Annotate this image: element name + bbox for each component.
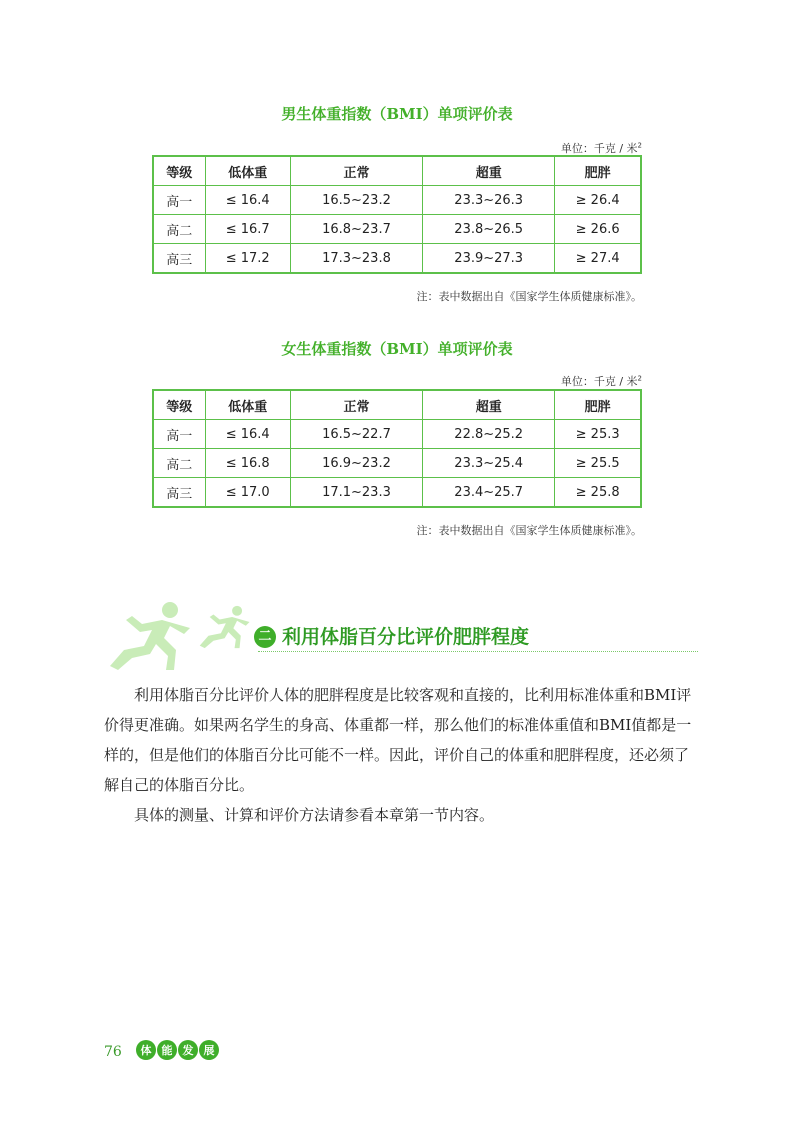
header-cell: 正常 [290,390,422,420]
table-cell: ≥ 27.4 [555,244,641,274]
header-cell: 肥胖 [555,156,641,186]
female-table-note: 注：表中数据出自《国家学生体质健康标准》。 [416,524,642,537]
table-cell: 高二 [153,215,205,244]
table-cell: 23.9~27.3 [423,244,555,274]
table-row [153,186,641,215]
table-row [153,244,641,274]
table-cell: ≥ 25.3 [555,420,641,449]
female-bmi-table [152,389,642,508]
table-header-row [153,156,641,186]
table-cell: ≥ 26.6 [555,215,641,244]
table-cell: 22.8~25.2 [423,420,555,449]
logo-char: 能 [157,1040,177,1060]
runner-small-icon [196,604,252,650]
female-table-unit: 单位：千克 / 米$^2$ [560,374,642,388]
table-cell: ≤ 16.8 [205,449,290,478]
book-logo [136,1040,219,1060]
table-cell: 23.4~25.7 [423,478,555,508]
table-header-row [153,390,641,420]
header-cell: 低体重 [205,390,290,420]
header-cell: 超重 [423,390,555,420]
table-cell: ≥ 25.8 [555,478,641,508]
table-cell: 16.5~23.2 [290,186,422,215]
table-cell: ≥ 26.4 [555,186,641,215]
male-table-unit: 单位：千克 / 米$^2$ [560,141,642,155]
table-cell: 高三 [153,244,205,274]
header-cell: 正常 [290,156,422,186]
body-paragraph: 利用体脂百分比评价人体的肥胖程度是比较客观和直接的，比利用标准体重和BMI评价得更准确。如果两名学生的身高、体重都一样，那么他们的标准体重值和BMI值都是一样的，但是他们的体脂百分比可能不一样。因此，评价自己的体重和肥胖程度，还必须了解自己的体脂百分比。 [104,686,692,794]
table-cell: 16.5~22.7 [290,420,422,449]
table-cell: 17.3~23.8 [290,244,422,274]
male-table-note: 注：表中数据出自《国家学生体质健康标准》。 [416,290,642,303]
table-cell: 高二 [153,449,205,478]
male-table-title: 男生体重指数（BMI）单项评价表 [281,105,513,123]
female-table-title: 女生体重指数（BMI）单项评价表 [281,340,513,358]
header-cell: 低体重 [205,156,290,186]
section-title: 利用体脂百分比评价肥胖程度 [282,626,530,648]
table-cell: 17.1~23.3 [290,478,422,508]
table-cell: ≥ 25.5 [555,449,641,478]
table-cell: 高三 [153,478,205,508]
logo-char: 发 [178,1040,198,1060]
table-cell: 16.9~23.2 [290,449,422,478]
table-cell: ≤ 16.4 [205,186,290,215]
table-row [153,215,641,244]
table-row [153,478,641,508]
table-cell: ≤ 17.2 [205,244,290,274]
header-cell: 超重 [423,156,555,186]
logo-char: 体 [136,1040,156,1060]
table-cell: 23.3~25.4 [423,449,555,478]
section-divider [258,651,698,652]
table-row [153,449,641,478]
header-cell: 等级 [153,156,205,186]
table-cell: ≤ 16.4 [205,420,290,449]
male-bmi-table [152,155,642,274]
section-number-badge: 二 [254,626,276,648]
header-cell: 等级 [153,390,205,420]
table-cell: 16.8~23.7 [290,215,422,244]
table-cell: 23.8~26.5 [423,215,555,244]
table-cell: ≤ 17.0 [205,478,290,508]
table-cell: 高一 [153,420,205,449]
runner-icon [104,600,194,672]
body-paragraph: 具体的测量、计算和评价方法请参看本章第一节内容。 [134,806,495,824]
table-cell: 23.3~26.3 [423,186,555,215]
table-cell: ≤ 16.7 [205,215,290,244]
page-number: 76 [104,1044,122,1060]
header-cell: 肥胖 [555,390,641,420]
table-cell: 高一 [153,186,205,215]
logo-char: 展 [199,1040,219,1060]
table-row [153,420,641,449]
